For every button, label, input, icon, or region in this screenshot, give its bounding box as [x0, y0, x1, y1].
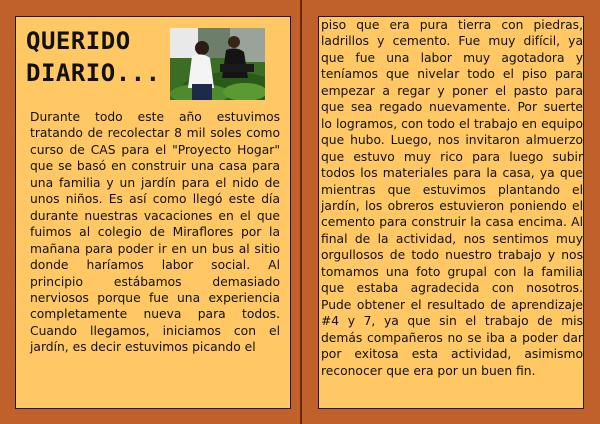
right-page [318, 16, 584, 409]
book-spine [300, 0, 302, 424]
title-line-2: DIARIO... [26, 59, 161, 87]
title-line-1: QUERIDO [26, 27, 131, 55]
photo-students-gardening [170, 28, 265, 100]
page-title [26, 25, 161, 89]
left-page [15, 16, 291, 409]
left-page-text: Durante todo este año estuvimos tratando de recolectar 8 mil soles como curso de CAS para el "Proyecto Hogar" que se basó en construir una casa para una familia y un jardín para el nido de unos niños. Es así como llegó este día durante nuestras vacaciones en el que fuimos al colegio de Miraflores por la mañana para poder ir en un bus al sitio donde haríamos labor social. Al principio estábamos demasiado nerviosos porque fue una experiencia completamente nueva para todos. Cuando llegamos, iniciamos con el jardín, es decir estuvimos picando el [30, 110, 280, 355]
right-page-text: piso que era pura tierra con piedras, ladrillos y cemento. Fue muy difícil, ya que fue una labor muy agotadora y teníamos que nivelar todo el piso para empezar a regar y poner el pasto para que sea regado nuevamente. Por suerte lo logramos, con todo el trabajo en equipo que hubo. Luego, nos invitaron almuerzo que estuvo muy rico para luego subir todos los materiales para la casa, ya que mientras que estuvimos plantando el jardín, los obreros estuvieron poniendo el cemento para construir la casa encima. Al final de la actividad, nos sentimos muy orgullosos de todo nuestro trabajo y nos tomamos una foto grupal con la familia que estaba agradecida con nosotros. Pude obtener el resultado de aprendizaje #4 y 7, ya que sin el trabajo de mis demás compañeros no se iba a poder dar por exitosa esta actividad, asimismo reconocer que era por un buen fin. [321, 18, 583, 378]
photo-illustration [170, 28, 265, 100]
